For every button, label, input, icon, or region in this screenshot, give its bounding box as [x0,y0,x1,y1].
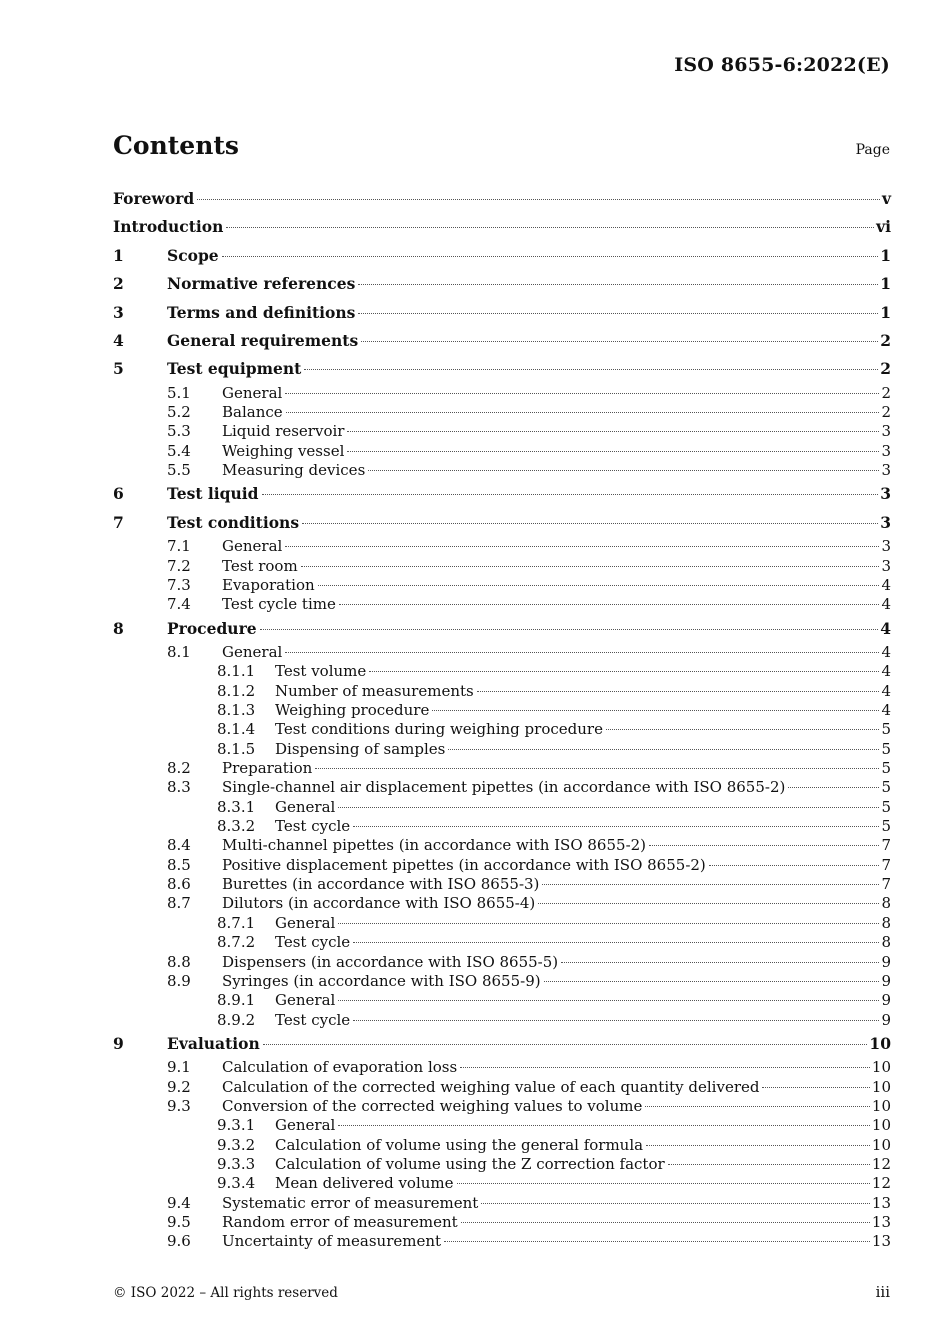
toc-leader-dots [301,566,880,567]
toc-leader-dots [762,1087,869,1088]
toc-entry-number: 8.7 [167,894,191,913]
toc-entry[interactable] [113,720,891,739]
toc-leader-dots [358,284,878,285]
toc-entry[interactable] [113,953,891,972]
toc-entry[interactable] [113,213,891,241]
toc-entry-title[interactable]: Foreword [113,189,195,208]
toc-entry-title[interactable]: Terms and definitions [167,302,356,322]
toc-entry-number: 8.7.2 [217,933,256,952]
toc-entry-number: 5 [113,359,124,379]
toc-entry[interactable] [113,615,891,643]
toc-entry[interactable] [113,242,891,270]
toc-entry-title[interactable]: Burettes (in accordance with ISO 8655-3) [222,875,540,894]
toc-entry-title[interactable]: Calculation of the corrected weighing value of each quantity delivered [222,1077,760,1096]
toc-entry-number: 8.6 [167,875,191,894]
toc-entry-title[interactable]: Dilutors (in accordance with ISO 8655-4) [222,894,536,913]
toc-entry-page: 3 [881,556,891,575]
toc-entry[interactable] [113,1078,891,1097]
toc-leader-dots [361,341,878,342]
toc-leader-dots [369,671,879,672]
toc-entry-page: 9 [881,952,891,971]
toc-entry-page: 10 [871,1077,891,1096]
toc-leader-dots [338,923,879,924]
toc-entry-number: 8.1.3 [217,701,256,720]
toc-entry[interactable] [113,740,891,759]
toc-entry-title[interactable]: Scope [167,245,219,265]
toc-leader-dots [302,523,878,524]
toc-entry-title[interactable]: Procedure [167,618,257,638]
toc-entry-page: 5 [881,817,891,836]
toc-entry-page: 9 [881,1010,891,1029]
toc-entry-page: 7 [881,836,891,855]
toc-leader-dots [338,807,879,808]
toc-entry-title[interactable]: Test conditions during weighing procedure [275,720,603,739]
toc-leader-dots [338,1000,879,1001]
toc-entry[interactable] [113,914,891,933]
toc-entry-number: 8.3.2 [217,817,256,836]
toc-entry-title[interactable]: Weighing procedure [275,701,430,720]
toc-entry-title[interactable]: Positive displacement pipettes (in accordance with ISO 8655-2) [222,855,706,874]
toc-entry-title[interactable]: Test cycle time [222,595,336,614]
toc-entry-title[interactable]: Preparation [222,759,313,778]
contents-title: Contents [113,131,240,160]
toc-entry-title[interactable]: Calculation of volume using the Z correction factor [275,1154,665,1173]
toc-entry[interactable] [113,1174,891,1193]
toc-entry[interactable] [113,1116,891,1135]
toc-entry-title[interactable]: Test volume [275,662,367,681]
toc-leader-dots [788,787,879,788]
toc-entry-title[interactable]: General [275,913,336,932]
toc-leader-dots [347,431,879,432]
toc-leader-dots [460,1067,870,1068]
toc-entry[interactable] [113,557,891,576]
toc-entry-page: 5 [881,759,891,778]
toc-entry-page: 10 [871,1096,891,1115]
toc-entry-title[interactable]: Weighing vessel [222,441,345,460]
toc-entry-title[interactable]: Mean delivered volume [275,1174,454,1193]
toc-entry[interactable] [113,1194,891,1213]
toc-entry-number: 9.3.2 [217,1135,256,1154]
copyright-notice: © ISO 2022 – All rights reserved [113,1285,338,1301]
toc-entry[interactable] [113,270,891,298]
toc-entry-title[interactable]: Test cycle [275,817,351,836]
toc-entry-number: 8 [113,618,124,638]
toc-entry-page: 1 [880,245,891,265]
toc-entry-title[interactable]: Syringes (in accordance with ISO 8655-9) [222,971,541,990]
toc-entry-page: 9 [881,991,891,1010]
toc-leader-dots [222,256,879,257]
toc-entry[interactable] [113,856,891,875]
toc-entry-number: 8.2 [167,759,191,778]
toc-entry-title[interactable]: General [222,537,283,556]
toc-entry-title[interactable]: Introduction [113,217,224,237]
toc-entry[interactable] [113,185,891,213]
toc-entry-number: 5.4 [167,441,191,460]
toc-leader-dots [368,470,879,471]
toc-entry-page: 13 [871,1193,891,1212]
toc-entry-title[interactable]: Evaluation [167,1033,260,1053]
toc-entry-page: 5 [881,778,891,797]
toc-entry[interactable] [113,1155,891,1174]
toc-entry-number: 1 [113,245,124,265]
toc-entry-page: 4 [881,643,891,661]
toc-entry[interactable] [113,933,891,952]
toc-leader-dots [444,1241,870,1242]
toc-entry-page: 13 [871,1213,891,1232]
toc-entry[interactable] [113,576,891,595]
toc-entry-page: 10 [871,1135,891,1154]
toc-entry-title[interactable]: Evaporation [222,575,315,594]
toc-entry-number: 5.1 [167,383,191,402]
toc-entry-number: 8.1 [167,643,191,661]
toc-leader-dots [606,729,880,730]
toc-entry-title[interactable]: Multi-channel pipettes (in accordance with ISO 8655-2) [222,836,647,855]
toc-leader-dots [461,1222,870,1223]
toc-leader-dots [226,227,874,228]
toc-entry-page: 4 [881,681,891,700]
toc-entry-page: 8 [881,933,891,952]
toc-leader-dots [542,884,879,885]
toc-leader-dots [646,1145,870,1146]
toc-entry-page: 2 [880,330,891,350]
toc-entry[interactable] [113,1011,891,1030]
toc-entry-page: 12 [871,1174,891,1193]
toc-entry[interactable] [113,701,891,720]
toc-entry-number: 8.1.1 [217,662,256,681]
toc-entry-number: 9 [113,1033,124,1053]
toc-entry-number: 9.3.1 [217,1116,256,1135]
toc-leader-dots [315,768,879,769]
toc-entry-page: 3 [880,484,891,504]
toc-entry[interactable] [113,817,891,836]
toc-entry-page: 2 [880,359,891,379]
toc-entry-page: 3 [880,512,891,532]
toc-leader-dots [353,826,879,827]
toc-entry-number: 7.2 [167,556,191,575]
toc-entry[interactable] [113,972,891,991]
toc-leader-dots [448,749,879,750]
toc-entry-number: 5.2 [167,403,191,422]
toc-entry[interactable] [113,1030,891,1058]
toc-entry[interactable] [113,509,891,537]
toc-entry-title[interactable]: Random error of measurement [222,1213,458,1232]
toc-entry[interactable] [113,1058,891,1077]
toc-entry-title[interactable]: Conversion of the corrected weighing values to volume [222,1096,643,1115]
toc-entry[interactable] [113,595,891,614]
toc-entry[interactable] [113,836,891,855]
toc-entry[interactable] [113,403,891,422]
toc-leader-dots [709,865,880,866]
toc-entry-title[interactable]: Test cycle [275,1010,351,1029]
toc-entry-page: 7 [881,875,891,894]
toc-entry-title[interactable]: General requirements [167,330,359,350]
toc-leader-dots [347,451,879,452]
toc-entry[interactable] [113,798,891,817]
toc-entry-title[interactable]: General [275,1116,336,1135]
toc-entry-number: 8.3.1 [217,797,256,816]
document-id: ISO 8655-6:2022(E) [674,54,890,76]
toc-entry-title[interactable]: Calculation of volume using the general formula [275,1135,644,1154]
toc-entry[interactable] [113,1136,891,1155]
toc-entry-page: 4 [881,575,891,594]
toc-leader-dots [263,1044,868,1045]
toc-entry-number: 8.3 [167,778,191,797]
toc-entry-title[interactable]: Test equipment [167,359,302,379]
toc-leader-dots [338,1125,870,1126]
toc-entry-title[interactable]: General [275,991,336,1010]
toc-entry-page: 4 [881,701,891,720]
toc-entry-title[interactable]: Test room [222,556,298,575]
toc-entry-number: 5.3 [167,422,191,441]
toc-leader-dots [477,691,880,692]
toc-entry[interactable] [113,1213,891,1232]
toc-entry-number: 8.9.1 [217,991,256,1010]
toc-entry-number: 9.3.3 [217,1154,256,1173]
toc-leader-dots [285,546,879,547]
toc-entry[interactable] [113,327,891,355]
toc-entry-number: 9.1 [167,1058,191,1077]
toc-entry[interactable] [113,759,891,778]
toc-entry-number: 7.1 [167,537,191,556]
toc-leader-dots [668,1164,870,1165]
toc-entry-number: 8.9 [167,971,191,990]
toc-leader-dots [544,981,880,982]
toc-entry-number: 9.2 [167,1077,191,1096]
toc-entry-page: 13 [871,1232,891,1251]
toc-entry[interactable] [113,422,891,441]
toc-entry[interactable] [113,643,891,662]
toc-leader-dots [304,369,878,370]
toc-entry-title[interactable]: Normative references [167,274,356,294]
toc-entry-number: 8.7.1 [217,913,256,932]
toc-entry-page: 5 [881,739,891,758]
toc-entry-number: 7.3 [167,575,191,594]
toc-entry-page: 5 [881,797,891,816]
toc-entry-number: 8.8 [167,952,191,971]
toc-entry-title[interactable]: Balance [222,403,283,422]
toc-entry-page: 10 [871,1058,891,1077]
toc-entry-number: 9.3 [167,1096,191,1115]
toc-entry-page: 4 [881,595,891,614]
toc-entry-page: 10 [871,1116,891,1135]
toc-entry[interactable] [113,442,891,461]
toc-entry-title[interactable]: Dispensing of samples [275,739,446,758]
toc-leader-dots [457,1183,870,1184]
toc-leader-dots [353,942,879,943]
toc-entry-title[interactable]: Liquid reservoir [222,422,345,441]
toc-entry-title[interactable]: Single-channel air displacement pipettes (in accordance with ISO 8655-2) [222,778,786,797]
toc-entry-page: 8 [881,913,891,932]
toc-entry[interactable] [113,778,891,797]
toc-entry-page: 9 [881,971,891,990]
toc-entry-title[interactable]: Number of measurements [275,681,474,700]
toc-leader-dots [318,585,880,586]
toc-leader-dots [538,903,879,904]
toc-entry-page: 5 [881,720,891,739]
toc-leader-dots [432,710,879,711]
toc-entry-page: 4 [880,618,891,638]
toc-entry-page: 3 [881,422,891,441]
toc-entry-title[interactable]: Measuring devices [222,461,366,480]
toc-leader-dots [561,962,879,963]
toc-entry[interactable] [113,355,891,383]
toc-entry-page: 7 [881,855,891,874]
toc-entry-title[interactable]: Test cycle [275,933,351,952]
toc-entry-number: 8.1.5 [217,739,256,758]
toc-entry-page: 2 [881,383,891,402]
toc-entry-number: 3 [113,302,124,322]
toc-entry-number: 8.9.2 [217,1010,256,1029]
toc-entry[interactable] [113,682,891,701]
toc-entry[interactable] [113,480,891,508]
toc-entry-title[interactable]: Test liquid [167,484,259,504]
toc-entry-number: 9.3.4 [217,1174,256,1193]
toc-entry[interactable] [113,537,891,556]
toc-entry-page: 12 [871,1154,891,1173]
toc-entry-number: 8.4 [167,836,191,855]
toc-entry-page: 8 [881,894,891,913]
toc-entry-title[interactable]: Uncertainty of measurement [222,1232,442,1251]
toc-leader-dots [285,652,879,653]
toc-entry-page: 2 [881,403,891,422]
toc-entry-page: vi [876,217,891,237]
toc-entry[interactable] [113,1232,891,1251]
toc-entry-page: 10 [869,1033,891,1053]
toc-entry-title[interactable]: General [275,797,336,816]
toc-leader-dots [649,845,879,846]
toc-leader-dots [262,494,879,495]
toc-entry[interactable] [113,662,891,681]
page-number: iii [875,1283,890,1301]
toc-entry-number: 8.5 [167,855,191,874]
toc-entry-page: 3 [881,461,891,480]
toc-leader-dots [645,1106,870,1107]
toc-entry[interactable] [113,991,891,1010]
toc-entry-title[interactable]: Systematic error of measurement [222,1193,479,1212]
toc-entry[interactable] [113,875,891,894]
toc-entry[interactable] [113,461,891,480]
toc-entry-number: 7 [113,512,124,532]
toc-entry-page: 4 [881,662,891,681]
toc-leader-dots [339,604,880,605]
toc-entry-page: 1 [880,302,891,322]
toc-entry-page: 1 [880,274,891,294]
toc-entry-title[interactable]: Calculation of evaporation loss [222,1058,458,1077]
toc-entry-number: 7.4 [167,595,191,614]
toc-entry-title[interactable]: General [222,643,283,661]
toc-leader-dots [286,412,880,413]
toc-leader-dots [260,629,879,630]
toc-entry-page: 3 [881,537,891,556]
toc-leader-dots [358,313,878,314]
toc-leader-dots [197,199,880,200]
toc-entry-number: 2 [113,274,124,294]
toc-entry[interactable] [113,299,891,327]
toc-entry-number: 9.6 [167,1232,191,1251]
toc-entry-page: 3 [881,441,891,460]
toc-entry-number: 9.4 [167,1193,191,1212]
toc-entry-number: 4 [113,330,124,350]
toc-entry-title[interactable]: Test conditions [167,512,300,532]
toc-leader-dots [285,393,879,394]
toc-entry-title[interactable]: Dispensers (in accordance with ISO 8655-5) [222,952,559,971]
toc-entry-number: 9.5 [167,1213,191,1232]
page-column-label: Page [855,142,890,158]
toc-entry[interactable] [113,894,891,913]
toc-entry-title[interactable]: General [222,383,283,402]
toc-entry[interactable] [113,1097,891,1116]
toc-entry[interactable] [113,384,891,403]
toc-entry-number: 8.1.2 [217,681,256,700]
toc-leader-dots [353,1020,879,1021]
toc-entry-number: 5.5 [167,461,191,480]
toc-entry-page: v [881,189,891,208]
toc-leader-dots [481,1203,870,1204]
table-of-contents [113,185,891,1252]
toc-entry-number: 6 [113,484,124,504]
toc-entry-number: 8.1.4 [217,720,256,739]
